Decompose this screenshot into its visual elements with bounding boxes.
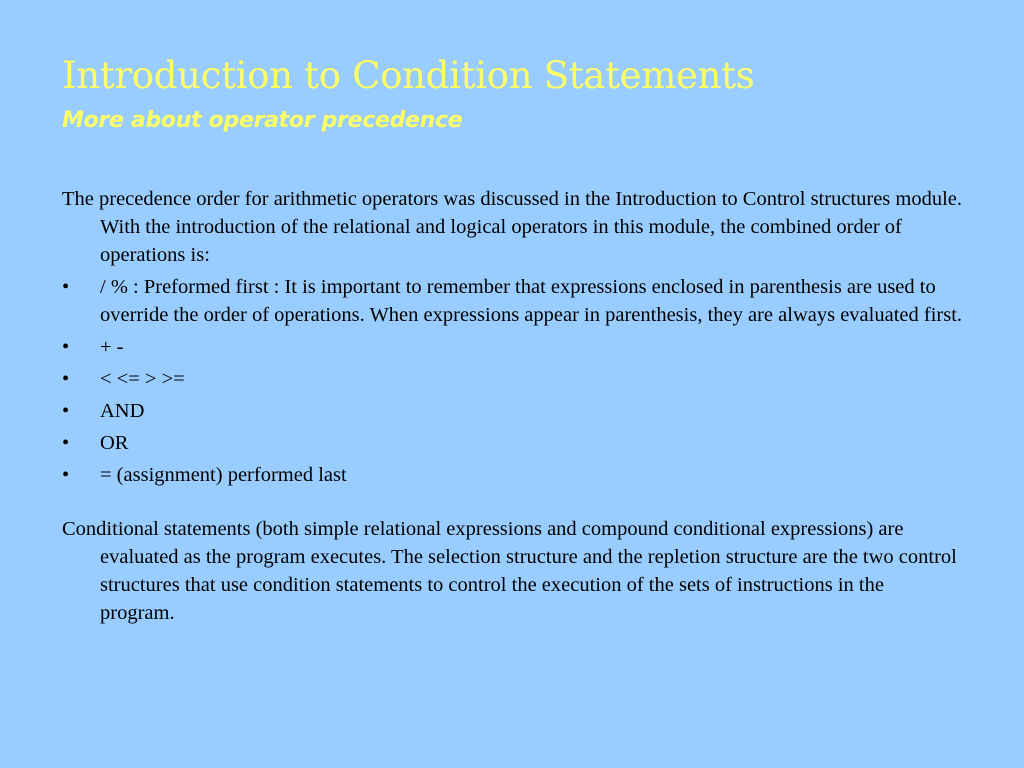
bullet-icon: • xyxy=(62,432,70,454)
list-item xyxy=(62,365,962,393)
precedence-list xyxy=(62,273,962,489)
list-item xyxy=(62,273,962,329)
list-item xyxy=(62,333,962,361)
bullet-icon: • xyxy=(62,336,70,358)
slide-body xyxy=(62,185,962,627)
bullet-icon: • xyxy=(62,464,70,486)
closing-paragraph: Conditional statements (both simple relational expressions and compound conditional expressions) are evaluated as the program executes. The selection structure and the repletion structure are the two control structures that use condition statements to control the execution of the sets of instructions in the program. xyxy=(62,518,957,624)
slide-title: Introduction to Condition Statements xyxy=(62,54,755,97)
list-item-text: AND xyxy=(100,400,145,422)
list-item xyxy=(62,429,962,457)
bullet-icon: • xyxy=(62,400,70,422)
list-item-text: OR xyxy=(100,432,129,454)
list-item-text: / % : Preformed first : It is important to remember that expressions enclosed in parenthesis are used to override the order of operations. When expressions appear in parenthesis, they are always evaluated first. xyxy=(100,276,963,326)
list-item-text: + - xyxy=(100,336,124,358)
bullet-icon: • xyxy=(62,368,70,390)
list-item xyxy=(62,397,962,425)
list-item-text: = (assignment) performed last xyxy=(100,464,347,486)
list-item xyxy=(62,461,962,489)
bullet-icon: • xyxy=(62,276,70,298)
list-item-text: < <= > >= xyxy=(100,368,185,390)
intro-paragraph: The precedence order for arithmetic operators was discussed in the Introduction to Control structures module. With the introduction of the relational and logical operators in this module, the combined order of operations is: xyxy=(62,188,963,266)
slide-subtitle: More about operator precedence xyxy=(62,108,463,133)
